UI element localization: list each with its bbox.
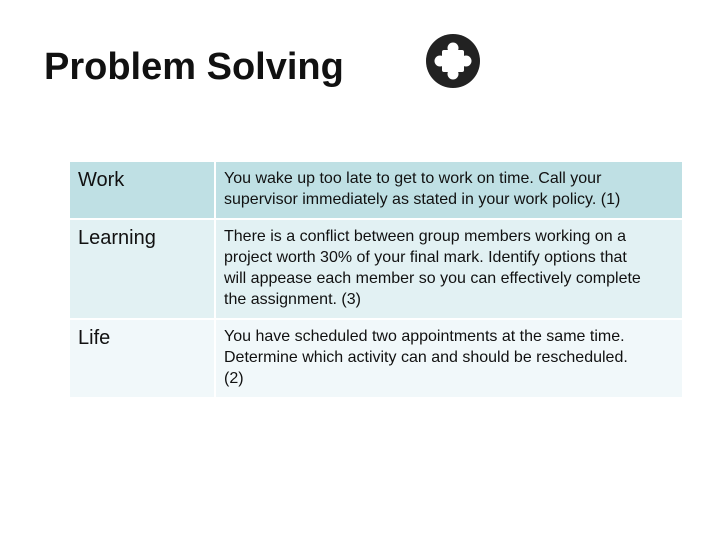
- table-row-learning: [70, 220, 682, 320]
- table-row-life: [70, 320, 682, 399]
- puzzle-piece-icon: [424, 32, 482, 90]
- scenario-cell: You have scheduled two appointments at the same time. Determine which activity can and should be rescheduled. (2): [216, 320, 682, 397]
- table-row-work: [70, 162, 682, 220]
- category-cell: Learning: [70, 220, 216, 318]
- scenario-cell: There is a conflict between group members working on a project worth 30% of your final mark. Identify options that will appease each member so you can effectively complete the assignment. (3): [216, 220, 682, 318]
- category-cell: Work: [70, 162, 216, 218]
- problem-solving-table: [70, 162, 682, 399]
- category-cell: Life: [70, 320, 216, 397]
- slide-title: Problem Solving: [44, 46, 344, 88]
- scenario-cell: You wake up too late to get to work on time. Call your supervisor immediately as stated in your work policy. (1): [216, 162, 682, 218]
